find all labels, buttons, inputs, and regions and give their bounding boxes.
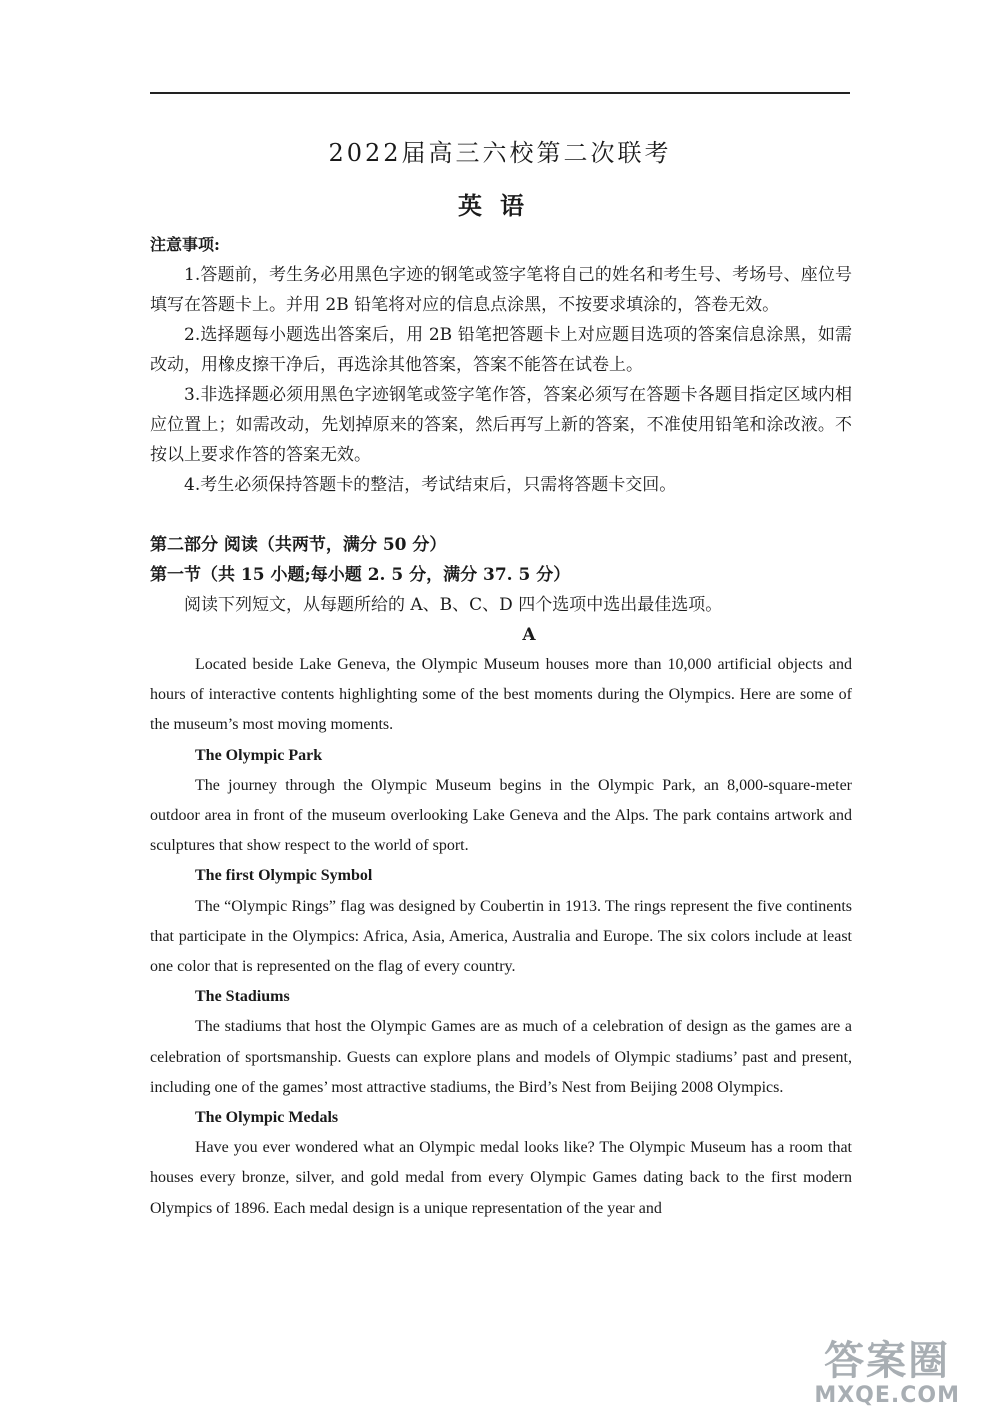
notice-heading: 注意事项: [150, 235, 220, 254]
subsection-heading: 第一节（共 15 小题;每小题 2. 5 分，满分 37. 5 分） [150, 565, 571, 585]
exam-title: 2022届高三六校第二次联考 [328, 139, 672, 167]
notice-item-2: 2.选择题每小题选出答案后，用 2B 铅笔把答题卡上对应题目选项的答案信息涂黑，如需改动，用橡皮擦干净后，再选涂其他答案，答案不能答在试卷上。 [150, 325, 852, 375]
watermark [814, 1339, 960, 1408]
reading-instruction: 阅读下列短文，从每题所给的 A、B、C、D 四个选项中选出最佳选项。 [184, 595, 723, 615]
section-part-heading: 第二部分 阅读（共两节，满分 50 分） [150, 535, 447, 555]
paragraph-olympic-park: The journey through the Olympic Museum begins in the Olympic Park, an 8,000-square-meter outdoor area in front of the museum overlooking Lake Geneva and the Alps. The park contains artwork and sculptures that show respect to the world of sport. [150, 776, 852, 855]
subheading-olympic-park: The Olympic Park [195, 746, 323, 764]
passage-label: A [522, 625, 536, 645]
notice-item-3: 3.非选择题必须用黑色字迹钢笔或签字笔作答，答案必须写在答题卡各题目指定区域内相应位置上；如需改动，先划掉原来的答案，然后再写上新的答案，不准使用铅笔和涂改液。不按以上要求作答的答案无效。 [150, 385, 852, 465]
content [150, 230, 852, 1224]
exam-subject: 英语 [458, 191, 542, 220]
notice-item-4: 4.考生必须保持答题卡的整洁，考试结束后，只需将答题卡交回。 [184, 475, 677, 495]
paragraph-stadiums: The stadiums that host the Olympic Games are as much of a celebration of design as the games are a celebration of sportsmanship. Guests can explore plans and models of Olympic stadiums’ past and present, including one of the games’ most attractive stadiums, the Bird’s Nest from Beijing 2008 Olympics. [150, 1018, 852, 1096]
passage-intro: Located beside Lake Geneva, the Olympic Museum houses more than 10,000 artificial objects and hours of interactive contents highlighting some of the best moments during the Olympics. Here are some of the museum’s most moving moments. [150, 656, 852, 734]
watermark-url: MXQE.COM [814, 1383, 960, 1408]
notice-item-1: 1.答题前，考生务必用黑色字迹的钢笔或签字笔将自己的姓名和考生号、考场号、座位号填写在答题卡上。并用 2B 铅笔将对应的信息点涂黑，不按要求填涂的，答卷无效。 [150, 265, 852, 315]
paragraph-olympic-medals: Have you ever wondered what an Olympic medal looks like? The Olympic Museum has a room that houses every bronze, silver, and gold medal from every Olympic Games dating back to the first modern Olympics of 1896. Each medal design is a unique representation of the year and [150, 1139, 852, 1217]
watermark-logo: 答案圈 [824, 1338, 951, 1384]
top-rule [150, 92, 850, 94]
subheading-stadiums: The Stadiums [195, 988, 290, 1006]
subheading-olympic-symbol: The first Olympic Symbol [195, 867, 373, 885]
subheading-olympic-medals: The Olympic Medals [195, 1109, 339, 1127]
paragraph-olympic-symbol: The “Olympic Rings” flag was designed by Coubertin in 1913. The rings represent the five continents that participate in the Olympics: Africa, Asia, America, Australia and Europe. The six colors include at least one color that is represented on the flag of every country. [150, 897, 852, 976]
